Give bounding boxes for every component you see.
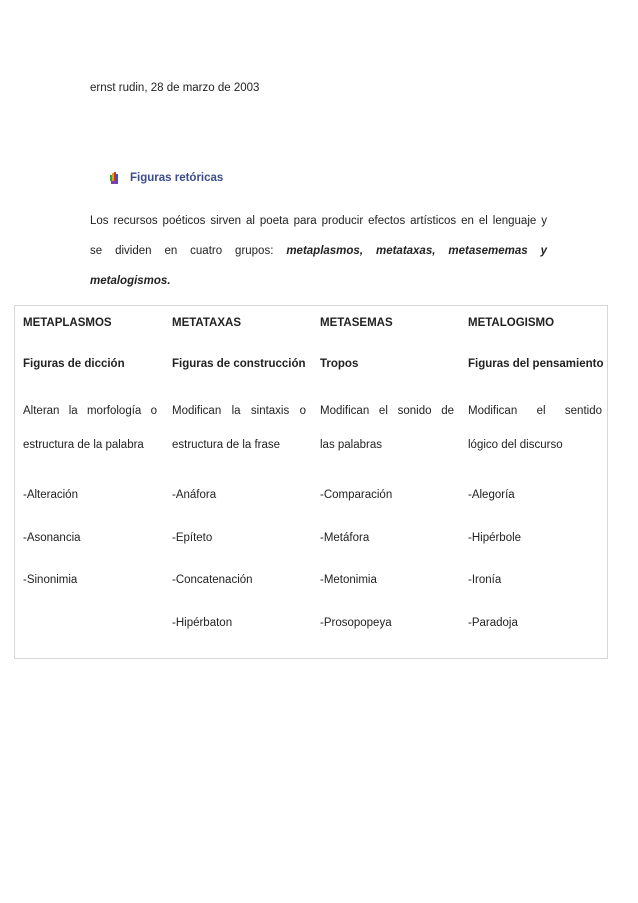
- column-title: METAPLASMOS: [23, 317, 112, 329]
- term-conjunction: y: [540, 245, 547, 257]
- list-item: -Epíteto: [172, 532, 213, 544]
- list-item: -Comparación: [320, 489, 393, 501]
- list-item: -Sinonimia: [23, 574, 78, 586]
- intro-line-1: Los recursos poéticos sirven al poeta para producir efectos artísticos en el lenguaje y: [90, 215, 547, 227]
- column-description: Modifican el sentido lógico del discurso: [468, 405, 602, 451]
- section-title: Figuras retóricas: [130, 172, 224, 184]
- section-heading: [110, 172, 223, 184]
- intro-line-2: [90, 236, 547, 266]
- term-metalogismos: metalogismos.: [90, 275, 171, 287]
- column-subtitle: Figuras de dicción: [23, 358, 125, 370]
- term-metasememas: metasememas: [448, 245, 528, 257]
- column-subtitle: Tropos: [320, 358, 359, 370]
- column-title: METATAXAS: [172, 317, 241, 329]
- list-item: -Metáfora: [320, 532, 370, 544]
- list-item: -Hipérbole: [468, 532, 522, 544]
- column-subtitle: Figuras de construcción: [172, 358, 306, 370]
- column-title: METALOGISMO: [468, 317, 555, 329]
- list-item: -Asonancia: [23, 532, 81, 544]
- list-item: -Alteración: [23, 489, 78, 501]
- term-metataxas: metataxas,: [375, 245, 436, 257]
- term-metaplasmos: metaplasmos,: [286, 245, 364, 257]
- list-item: -Alegoría: [468, 489, 515, 501]
- colorful-bullet-icon: [110, 172, 120, 184]
- list-item: -Ironía: [468, 574, 502, 586]
- column-description: Alteran la morfología o estructura de la palabra: [23, 405, 157, 451]
- list-item: -Paradoja: [468, 617, 518, 629]
- list-item: -Concatenación: [172, 574, 253, 586]
- figures-table: [14, 305, 608, 659]
- list-item: -Prosopopeya: [320, 617, 392, 629]
- byline: ernst rudin, 28 de marzo de 2003: [90, 82, 260, 94]
- list-item: -Anáfora: [172, 489, 217, 501]
- intro-line-3: [90, 266, 547, 296]
- column-description: Modifican el sonido de las palabras: [320, 405, 454, 451]
- column-description: Modifican la sintaxis o estructura de la frase: [172, 405, 306, 451]
- list-item: -Metonimia: [320, 574, 377, 586]
- column-subtitle: Figuras del pensamiento: [468, 358, 604, 370]
- list-item: -Hipérbaton: [172, 617, 233, 629]
- intro-line-2-prefix: se dividen en cuatro grupos:: [90, 245, 287, 257]
- intro-paragraph: [90, 206, 547, 296]
- column-title: METASEMAS: [320, 317, 393, 329]
